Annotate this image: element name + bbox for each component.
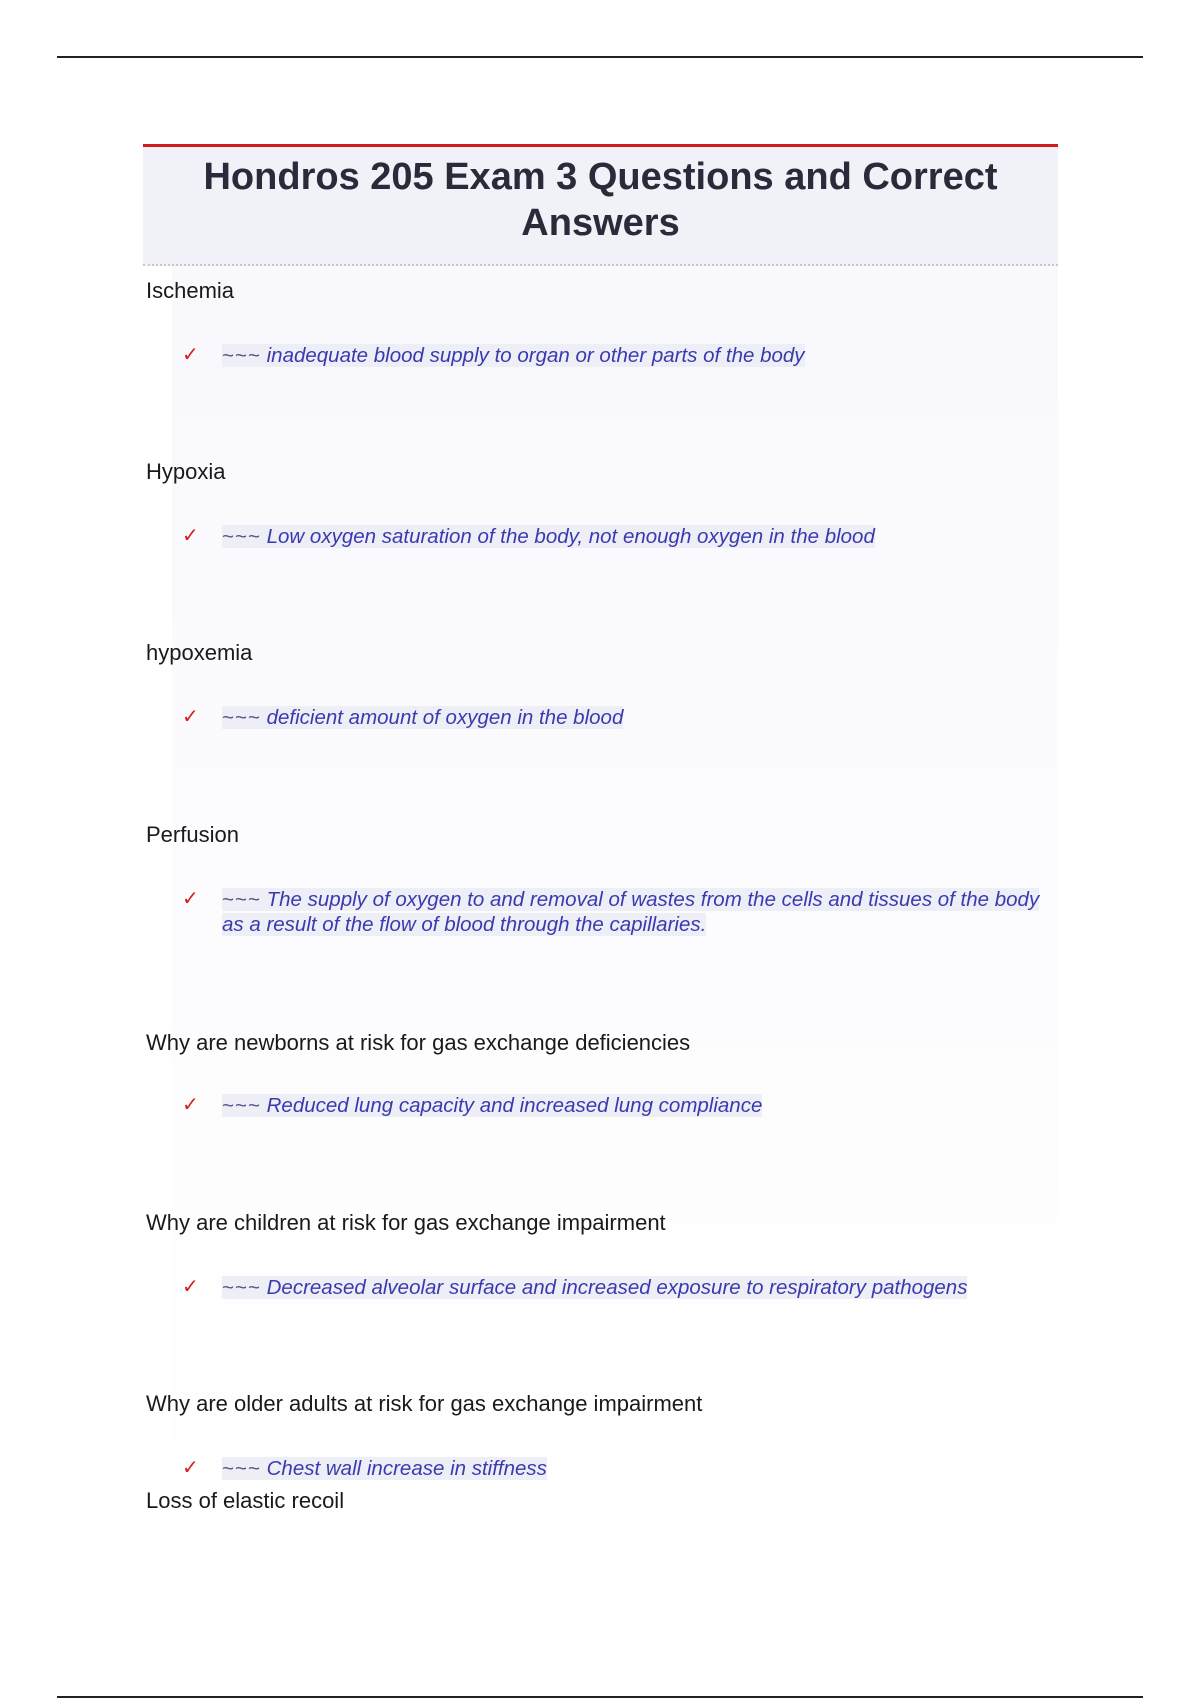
answer-content: The supply of oxygen to and removal of wastes from the cells and tissues of the body as a result of the flow of blood through the capillaries. [222, 888, 1040, 936]
answer-content: Reduced lung capacity and increased lung compliance [266, 1094, 763, 1117]
qa-item-newborns [146, 1027, 1066, 1118]
question-text: Perfusion [146, 822, 239, 847]
answer-row [146, 887, 1066, 937]
qa-item-perfusion [146, 819, 1066, 937]
check-icon: ✓ [182, 888, 199, 910]
qa-item-ischemia [146, 275, 1066, 368]
answer-text [222, 525, 875, 548]
check-icon: ✓ [182, 706, 199, 728]
title-box [143, 144, 1058, 266]
check-icon: ✓ [182, 525, 199, 547]
question-text: Why are children at risk for gas exchange impairment [146, 1210, 666, 1235]
qa-item-hypoxia [146, 456, 1066, 549]
answer-row [146, 1275, 1066, 1300]
answer-text [222, 344, 805, 367]
footer-rule [57, 1696, 1143, 1698]
answer-row [146, 1456, 1066, 1481]
page-title: Hondros 205 Exam 3 Questions and Correct Answers [203, 156, 998, 244]
question-text: hypoxemia [146, 640, 253, 665]
answer-text [222, 1276, 967, 1299]
answer-row [146, 524, 1066, 549]
answer-prefix: ~~~ [222, 525, 261, 548]
qa-item-older-adults [146, 1388, 1066, 1517]
question-text: Hypoxia [146, 459, 226, 484]
answer-continuation: Loss of elastic recoil [146, 1488, 345, 1513]
question-text: Why are newborns at risk for gas exchange deficiencies [146, 1030, 691, 1055]
answer-prefix: ~~~ [222, 344, 261, 367]
answer-content: deficient amount of oxygen in the blood [266, 706, 624, 729]
question-text: Ischemia [146, 278, 235, 303]
check-icon: ✓ [182, 344, 199, 366]
answer-text [222, 1457, 547, 1480]
answer-content: Low oxygen saturation of the body, not enough oxygen in the blood [266, 525, 875, 548]
qa-item-children [146, 1207, 1066, 1300]
answer-row [146, 705, 1066, 730]
answer-row [146, 1093, 1066, 1118]
answer-prefix: ~~~ [222, 1276, 261, 1299]
qa-item-hypoxemia [146, 637, 1066, 730]
answer-prefix: ~~~ [222, 1094, 261, 1117]
answer-content: Chest wall increase in stiffness [266, 1457, 547, 1480]
check-icon: ✓ [182, 1457, 199, 1479]
answer-text [222, 888, 1039, 936]
header-rule [57, 56, 1143, 58]
answer-row [146, 343, 1066, 368]
check-icon: ✓ [182, 1276, 199, 1298]
check-icon: ✓ [182, 1094, 199, 1116]
answer-content: inadequate blood supply to organ or other parts of the body [266, 344, 805, 367]
answer-prefix: ~~~ [222, 888, 261, 911]
answer-prefix: ~~~ [222, 706, 261, 729]
answer-content: Decreased alveolar surface and increased exposure to respiratory pathogens [266, 1276, 968, 1299]
question-text: Why are older adults at risk for gas exchange impairment [146, 1391, 703, 1416]
answer-prefix: ~~~ [222, 1457, 261, 1480]
answer-text [222, 1094, 762, 1117]
answer-text [222, 706, 623, 729]
